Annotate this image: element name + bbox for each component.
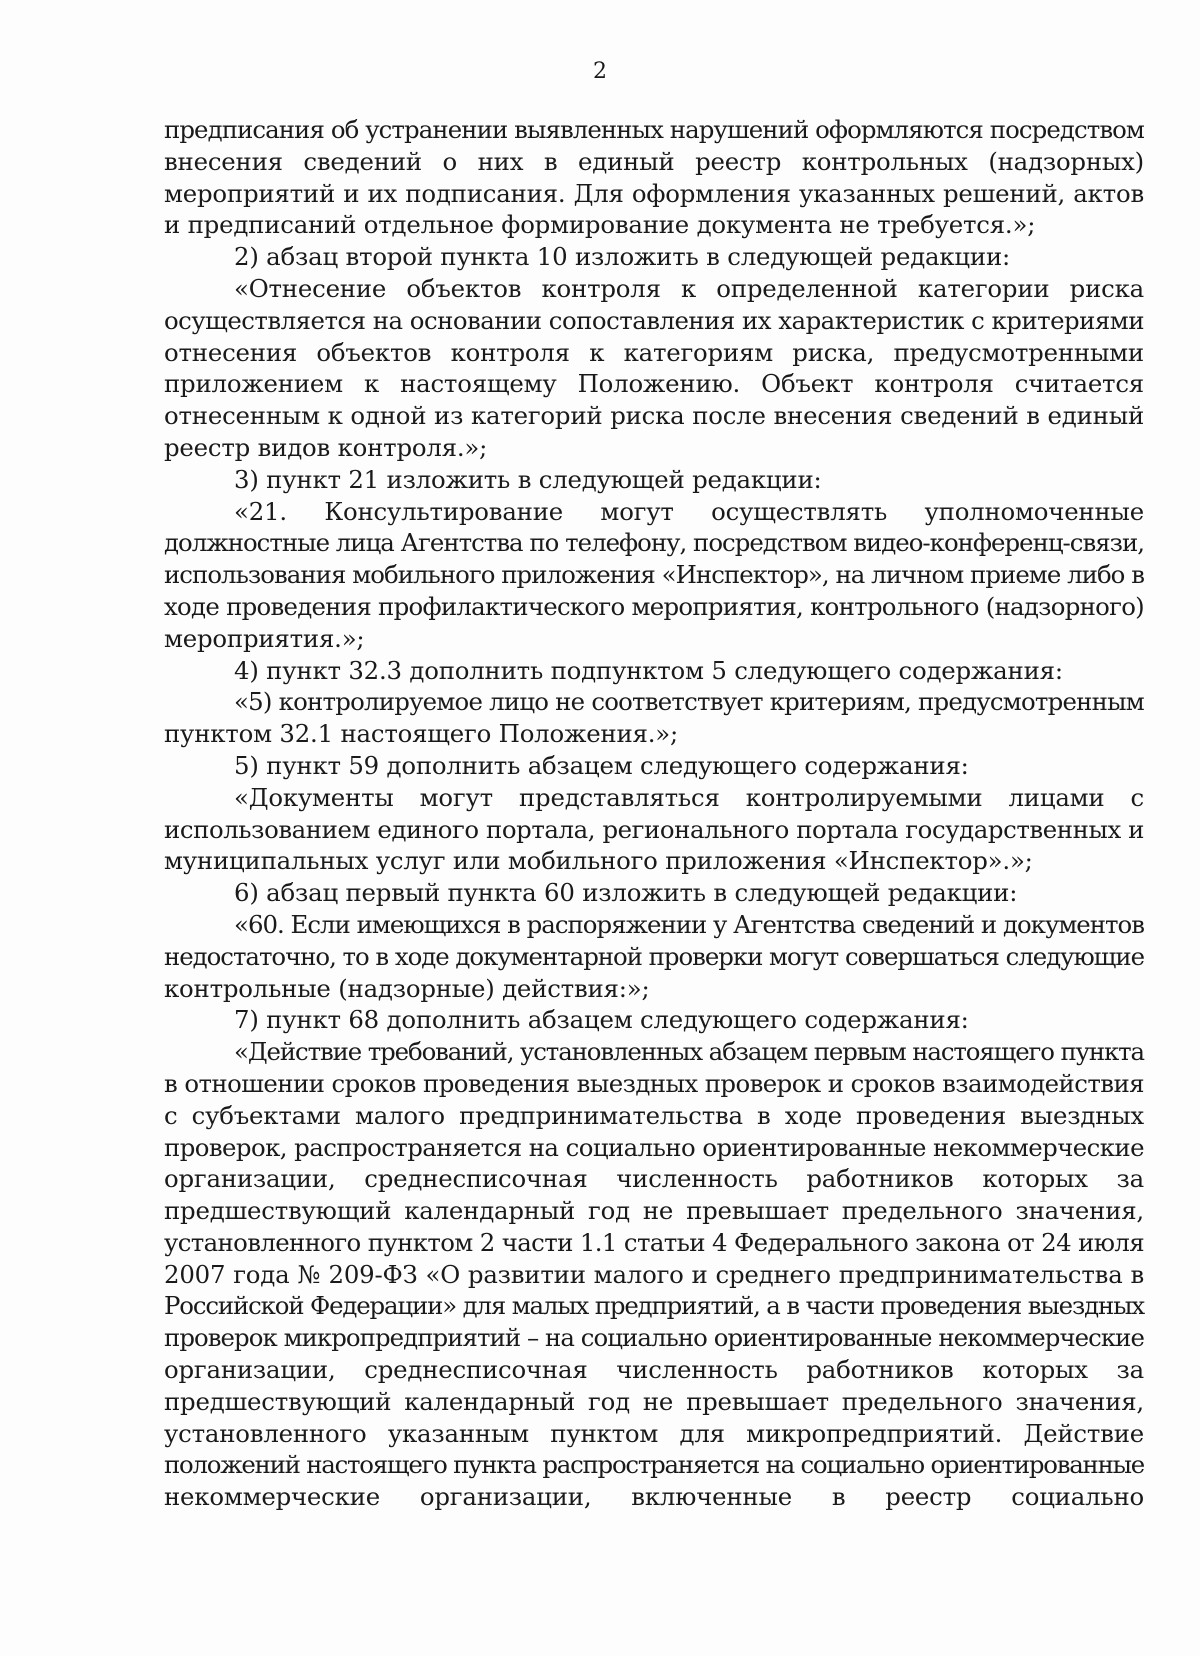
text-line: некоммерческие организации, включенные в реестр социально xyxy=(164,1482,1144,1512)
text-line: и предписаний отдельное формирование документа не требуется.»; xyxy=(164,210,1036,240)
text-line: реестр видов контроля.»; xyxy=(164,432,488,462)
text-line: 7) пункт 68 дополнить абзацем следующего содержания: xyxy=(234,1005,969,1035)
text-line: положений настоящего пункта распространяется на социально ориентированные xyxy=(164,1450,1144,1480)
text-line: предшествующий календарный год не превышает предельного значения, xyxy=(164,1196,1144,1226)
text-line: 3) пункт 21 изложить в следующей редакции: xyxy=(234,464,822,494)
text-line: «Действие требований, установленных абзацем первым настоящего пункта xyxy=(234,1037,1144,1067)
text-line: использованием единого портала, регионального портала государственных и xyxy=(164,814,1144,844)
text-line: в отношении сроков проведения выездных проверок и сроков взаимодействия xyxy=(164,1068,1144,1098)
text-line: внесения сведений о них в единый реестр контрольных (надзорных) xyxy=(164,146,1144,176)
text-line: предписания об устранении выявленных нарушений оформляются посредством xyxy=(164,115,1144,144)
text-line: 2) абзац второй пункта 10 изложить в следующей редакции: xyxy=(234,242,1011,272)
text-line: 2007 года № 209-ФЗ «О развитии малого и среднего предпринимательства в xyxy=(164,1259,1144,1289)
text-line: «21. Консультирование могут осуществлять уполномоченные xyxy=(234,496,1144,526)
text-line: «5) контролируемое лицо не соответствует критериям, предусмотренным xyxy=(234,687,1144,717)
document-body xyxy=(164,114,1144,1513)
text-line: 4) пункт 32.3 дополнить подпунктом 5 следующего содержания: xyxy=(234,655,1063,685)
text-line: мероприятия.»; xyxy=(164,623,365,653)
text-line: проверок, распространяется на социально ориентированные некоммерческие xyxy=(164,1132,1144,1162)
text-line: пунктом 32.1 настоящего Положения.»; xyxy=(164,719,679,749)
text-line: с субъектами малого предпринимательства в ходе проведения выездных xyxy=(164,1100,1144,1130)
text-line: «Отнесение объектов контроля к определенной категории риска xyxy=(234,273,1144,303)
page-number: 2 xyxy=(593,59,607,84)
text-line: организации, среднесписочная численность работников которых за xyxy=(164,1164,1144,1194)
text-line: муниципальных услуг или мобильного приложения «Инспектор».»; xyxy=(164,846,1033,876)
text-line: мероприятий и их подписания. Для оформления указанных решений, актов xyxy=(164,178,1144,208)
text-line: использования мобильного приложения «Инспектор», на личном приеме либо в xyxy=(164,560,1144,590)
text-line: 5) пункт 59 дополнить абзацем следующего содержания: xyxy=(234,750,969,780)
text-line: установленного пунктом 2 части 1.1 статьи 4 Федерального закона от 24 июля xyxy=(164,1227,1144,1257)
text-line: отнесенным к одной из категорий риска после внесения сведений в единый xyxy=(164,401,1144,431)
text-line: «Документы могут представляться контролируемыми лицами с xyxy=(234,782,1144,812)
text-line: «60. Если имеющихся в распоряжении у Агентства сведений и документов xyxy=(234,909,1144,939)
text-line: предшествующий календарный год не превышает предельного значения, xyxy=(164,1386,1144,1416)
text-line: организации, среднесписочная численность работников которых за xyxy=(164,1355,1144,1385)
text-line: проверок микропредприятий – на социально ориентированные некоммерческие xyxy=(164,1323,1144,1353)
text-line: должностные лица Агентства по телефону, посредством видео-конференц-связи, xyxy=(164,528,1144,558)
text-line: ходе проведения профилактического мероприятия, контрольного (надзорного) xyxy=(164,591,1144,621)
text-line: 6) абзац первый пункта 60 изложить в следующей редакции: xyxy=(234,878,1018,908)
text-line: недостаточно, то в ходе документарной проверки могут совершаться следующие xyxy=(164,941,1144,971)
text-line: Российской Федерации» для малых предприятий, а в части проведения выездных xyxy=(164,1291,1144,1321)
text-line: осуществляется на основании сопоставления их характеристик с критериями xyxy=(164,305,1144,335)
text-line: установленного указанным пунктом для микропредприятий. Действие xyxy=(164,1418,1144,1448)
text-line: приложением к настоящему Положению. Объект контроля считается xyxy=(164,369,1144,399)
text-line: отнесения объектов контроля к категориям риска, предусмотренными xyxy=(164,337,1144,367)
text-line: контрольные (надзорные) действия:»; xyxy=(164,973,650,1003)
